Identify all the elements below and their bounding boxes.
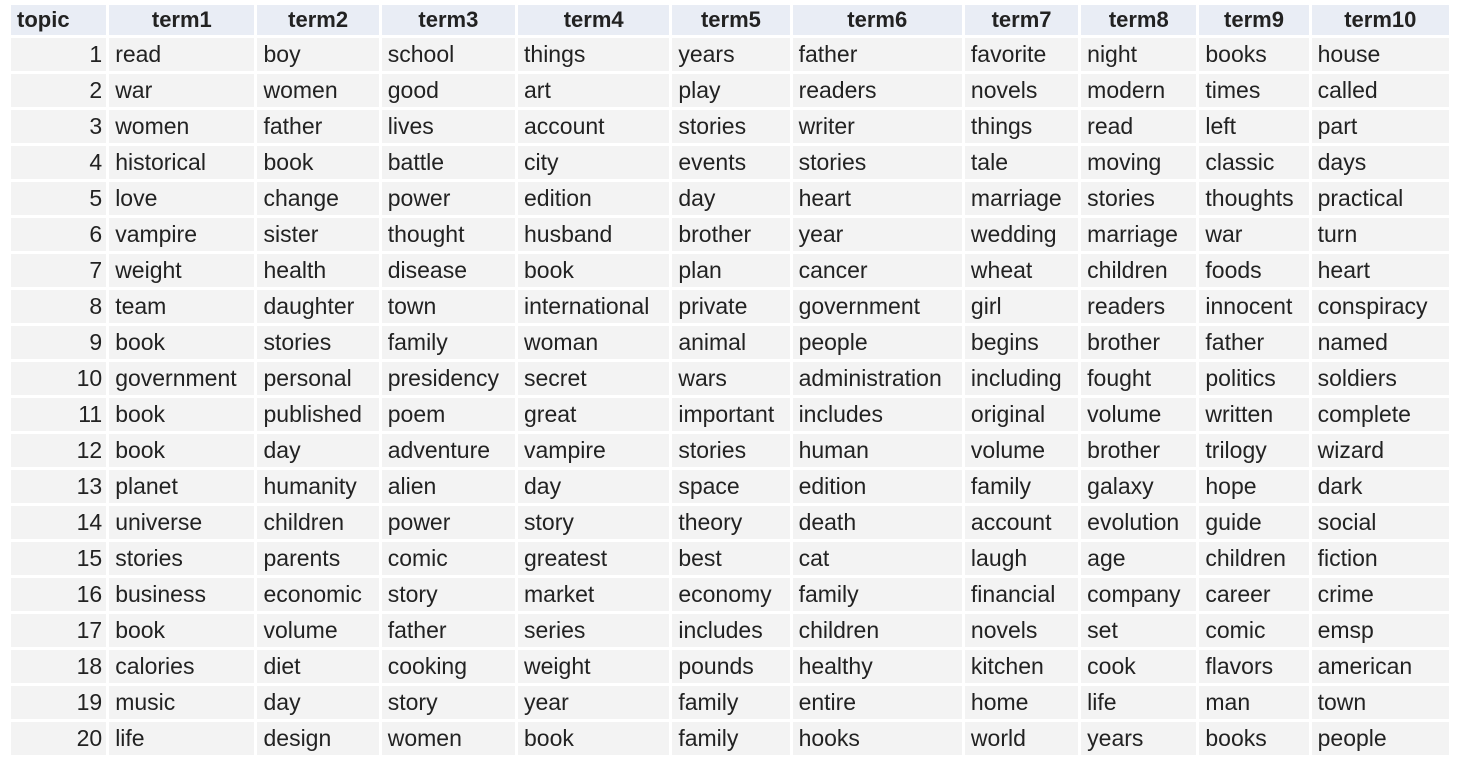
term-cell: edition (518, 182, 669, 215)
term-cell: stories (1081, 182, 1196, 215)
term-cell: published (257, 398, 378, 431)
term-cell: private (672, 290, 789, 323)
term-cell: brother (1081, 434, 1196, 467)
table-body (11, 38, 1449, 755)
term-cell: weight (109, 254, 254, 287)
term-cell: good (382, 74, 515, 107)
term-cell: includes (793, 398, 962, 431)
term-cell: battle (382, 146, 515, 179)
term-cell: events (672, 146, 789, 179)
table-row (11, 74, 1449, 107)
term-cell: books (1199, 722, 1308, 755)
term-cell: family (382, 326, 515, 359)
term-cell: emsp (1312, 614, 1449, 647)
term-cell: alien (382, 470, 515, 503)
term-cell: pounds (672, 650, 789, 683)
term-cell: stories (793, 146, 962, 179)
term-cell: father (257, 110, 378, 143)
term-cell: readers (793, 74, 962, 107)
table-row (11, 218, 1449, 251)
header-row (11, 5, 1449, 35)
term-cell: galaxy (1081, 470, 1196, 503)
column-header-term3: term3 (382, 5, 515, 35)
table-row (11, 182, 1449, 215)
term-cell: politics (1199, 362, 1308, 395)
term-cell: human (793, 434, 962, 467)
term-cell: marriage (1081, 218, 1196, 251)
column-header-term8: term8 (1081, 5, 1196, 35)
term-cell: war (1199, 218, 1308, 251)
term-cell: book (518, 722, 669, 755)
term-cell: tale (965, 146, 1078, 179)
term-cell: town (1312, 686, 1449, 719)
term-cell: humanity (257, 470, 378, 503)
table-row (11, 290, 1449, 323)
term-cell: economic (257, 578, 378, 611)
term-cell: read (109, 38, 254, 71)
term-cell: music (109, 686, 254, 719)
term-cell: administration (793, 362, 962, 395)
term-cell: including (965, 362, 1078, 395)
term-cell: complete (1312, 398, 1449, 431)
term-cell: modern (1081, 74, 1196, 107)
term-cell: women (109, 110, 254, 143)
term-cell: hope (1199, 470, 1308, 503)
term-cell: presidency (382, 362, 515, 395)
column-header-term7: term7 (965, 5, 1078, 35)
term-cell: father (1199, 326, 1308, 359)
term-cell: age (1081, 542, 1196, 575)
term-cell: brother (672, 218, 789, 251)
term-cell: city (518, 146, 669, 179)
column-header-term9: term9 (1199, 5, 1308, 35)
topic-number-cell: 20 (11, 722, 106, 755)
term-cell: left (1199, 110, 1308, 143)
term-cell: book (109, 434, 254, 467)
term-cell: stories (257, 326, 378, 359)
column-header-term2: term2 (257, 5, 378, 35)
term-cell: includes (672, 614, 789, 647)
table-row (11, 578, 1449, 611)
term-cell: wheat (965, 254, 1078, 287)
term-cell: set (1081, 614, 1196, 647)
term-cell: story (382, 578, 515, 611)
term-cell: world (965, 722, 1078, 755)
term-cell: thought (382, 218, 515, 251)
term-cell: lives (382, 110, 515, 143)
term-cell: book (518, 254, 669, 287)
term-cell: father (793, 38, 962, 71)
term-cell: read (1081, 110, 1196, 143)
term-cell: team (109, 290, 254, 323)
term-cell: volume (257, 614, 378, 647)
term-cell: company (1081, 578, 1196, 611)
term-cell: american (1312, 650, 1449, 683)
term-cell: theory (672, 506, 789, 539)
term-cell: cat (793, 542, 962, 575)
table-row (11, 614, 1449, 647)
term-cell: years (1081, 722, 1196, 755)
term-cell: series (518, 614, 669, 647)
term-cell: day (257, 434, 378, 467)
term-cell: moving (1081, 146, 1196, 179)
term-cell: great (518, 398, 669, 431)
topic-number-cell: 6 (11, 218, 106, 251)
term-cell: hooks (793, 722, 962, 755)
term-cell: heart (793, 182, 962, 215)
term-cell: boy (257, 38, 378, 71)
term-cell: best (672, 542, 789, 575)
term-cell: universe (109, 506, 254, 539)
topic-number-cell: 17 (11, 614, 106, 647)
table-row (11, 650, 1449, 683)
term-cell: woman (518, 326, 669, 359)
term-cell: wedding (965, 218, 1078, 251)
table-row (11, 326, 1449, 359)
table-row (11, 686, 1449, 719)
term-cell: fought (1081, 362, 1196, 395)
term-cell: career (1199, 578, 1308, 611)
table-row (11, 470, 1449, 503)
term-cell: stories (672, 110, 789, 143)
term-cell: international (518, 290, 669, 323)
term-cell: vampire (518, 434, 669, 467)
term-cell: historical (109, 146, 254, 179)
term-cell: love (109, 182, 254, 215)
column-header-term1: term1 (109, 5, 254, 35)
table-row (11, 542, 1449, 575)
term-cell: daughter (257, 290, 378, 323)
term-cell: plan (672, 254, 789, 287)
term-cell: laugh (965, 542, 1078, 575)
term-cell: book (109, 326, 254, 359)
term-cell: women (382, 722, 515, 755)
term-cell: book (257, 146, 378, 179)
term-cell: family (672, 686, 789, 719)
term-cell: favorite (965, 38, 1078, 71)
term-cell: home (965, 686, 1078, 719)
term-cell: innocent (1199, 290, 1308, 323)
table-row (11, 38, 1449, 71)
term-cell: death (793, 506, 962, 539)
term-cell: fiction (1312, 542, 1449, 575)
term-cell: health (257, 254, 378, 287)
term-cell: years (672, 38, 789, 71)
term-cell: financial (965, 578, 1078, 611)
term-cell: women (257, 74, 378, 107)
term-cell: personal (257, 362, 378, 395)
term-cell: year (518, 686, 669, 719)
term-cell: man (1199, 686, 1308, 719)
term-cell: weight (518, 650, 669, 683)
term-cell: power (382, 506, 515, 539)
term-cell: named (1312, 326, 1449, 359)
term-cell: children (257, 506, 378, 539)
table-row (11, 110, 1449, 143)
term-cell: story (518, 506, 669, 539)
term-cell: family (793, 578, 962, 611)
term-cell: heart (1312, 254, 1449, 287)
term-cell: town (382, 290, 515, 323)
term-cell: guide (1199, 506, 1308, 539)
table-row (11, 254, 1449, 287)
term-cell: people (1312, 722, 1449, 755)
term-cell: story (382, 686, 515, 719)
topic-number-cell: 11 (11, 398, 106, 431)
topic-number-cell: 8 (11, 290, 106, 323)
term-cell: day (672, 182, 789, 215)
topic-number-cell: 9 (11, 326, 106, 359)
term-cell: evolution (1081, 506, 1196, 539)
term-cell: readers (1081, 290, 1196, 323)
topic-number-cell: 18 (11, 650, 106, 683)
term-cell: play (672, 74, 789, 107)
term-cell: books (1199, 38, 1308, 71)
topic-number-cell: 2 (11, 74, 106, 107)
term-cell: volume (965, 434, 1078, 467)
term-cell: calories (109, 650, 254, 683)
term-cell: turn (1312, 218, 1449, 251)
term-cell: edition (793, 470, 962, 503)
term-cell: art (518, 74, 669, 107)
term-cell: parents (257, 542, 378, 575)
term-cell: wizard (1312, 434, 1449, 467)
term-cell: begins (965, 326, 1078, 359)
topic-number-cell: 13 (11, 470, 106, 503)
term-cell: girl (965, 290, 1078, 323)
term-cell: book (109, 398, 254, 431)
topic-number-cell: 12 (11, 434, 106, 467)
term-cell: written (1199, 398, 1308, 431)
term-cell: disease (382, 254, 515, 287)
term-cell: book (109, 614, 254, 647)
term-cell: diet (257, 650, 378, 683)
term-cell: things (965, 110, 1078, 143)
term-cell: space (672, 470, 789, 503)
term-cell: days (1312, 146, 1449, 179)
term-cell: healthy (793, 650, 962, 683)
term-cell: government (793, 290, 962, 323)
topic-number-cell: 7 (11, 254, 106, 287)
term-cell: wars (672, 362, 789, 395)
table-row (11, 722, 1449, 755)
term-cell: brother (1081, 326, 1196, 359)
term-cell: design (257, 722, 378, 755)
term-cell: husband (518, 218, 669, 251)
term-cell: things (518, 38, 669, 71)
term-cell: account (518, 110, 669, 143)
term-cell: children (793, 614, 962, 647)
topic-number-cell: 3 (11, 110, 106, 143)
term-cell: conspiracy (1312, 290, 1449, 323)
term-cell: comic (1199, 614, 1308, 647)
table-row (11, 146, 1449, 179)
term-cell: children (1199, 542, 1308, 575)
term-cell: year (793, 218, 962, 251)
term-cell: day (518, 470, 669, 503)
term-cell: planet (109, 470, 254, 503)
column-header-term6: term6 (793, 5, 962, 35)
term-cell: times (1199, 74, 1308, 107)
term-cell: social (1312, 506, 1449, 539)
table-row (11, 362, 1449, 395)
term-cell: novels (965, 614, 1078, 647)
term-cell: animal (672, 326, 789, 359)
term-cell: called (1312, 74, 1449, 107)
term-cell: trilogy (1199, 434, 1308, 467)
term-cell: soldiers (1312, 362, 1449, 395)
term-cell: war (109, 74, 254, 107)
term-cell: father (382, 614, 515, 647)
term-cell: children (1081, 254, 1196, 287)
topic-number-cell: 15 (11, 542, 106, 575)
term-cell: school (382, 38, 515, 71)
term-cell: greatest (518, 542, 669, 575)
term-cell: life (109, 722, 254, 755)
term-cell: account (965, 506, 1078, 539)
term-cell: stories (109, 542, 254, 575)
term-cell: original (965, 398, 1078, 431)
term-cell: poem (382, 398, 515, 431)
term-cell: entire (793, 686, 962, 719)
term-cell: house (1312, 38, 1449, 71)
term-cell: volume (1081, 398, 1196, 431)
term-cell: night (1081, 38, 1196, 71)
term-cell: family (965, 470, 1078, 503)
topic-number-cell: 5 (11, 182, 106, 215)
term-cell: adventure (382, 434, 515, 467)
term-cell: stories (672, 434, 789, 467)
term-cell: classic (1199, 146, 1308, 179)
term-cell: crime (1312, 578, 1449, 611)
term-cell: vampire (109, 218, 254, 251)
column-header-term5: term5 (672, 5, 789, 35)
topic-number-cell: 14 (11, 506, 106, 539)
table-row (11, 506, 1449, 539)
term-cell: market (518, 578, 669, 611)
term-cell: novels (965, 74, 1078, 107)
term-cell: part (1312, 110, 1449, 143)
term-cell: sister (257, 218, 378, 251)
topic-terms-table (8, 2, 1452, 758)
term-cell: important (672, 398, 789, 431)
term-cell: foods (1199, 254, 1308, 287)
term-cell: practical (1312, 182, 1449, 215)
term-cell: marriage (965, 182, 1078, 215)
term-cell: government (109, 362, 254, 395)
topic-terms-table-container (11, 5, 1449, 755)
term-cell: life (1081, 686, 1196, 719)
table-row (11, 434, 1449, 467)
term-cell: economy (672, 578, 789, 611)
term-cell: dark (1312, 470, 1449, 503)
term-cell: family (672, 722, 789, 755)
term-cell: writer (793, 110, 962, 143)
topic-number-cell: 4 (11, 146, 106, 179)
topic-number-cell: 19 (11, 686, 106, 719)
topic-number-cell: 10 (11, 362, 106, 395)
term-cell: business (109, 578, 254, 611)
topic-number-cell: 16 (11, 578, 106, 611)
term-cell: cooking (382, 650, 515, 683)
topic-number-cell: 1 (11, 38, 106, 71)
term-cell: cancer (793, 254, 962, 287)
term-cell: thoughts (1199, 182, 1308, 215)
term-cell: power (382, 182, 515, 215)
term-cell: cook (1081, 650, 1196, 683)
term-cell: secret (518, 362, 669, 395)
column-header-term4: term4 (518, 5, 669, 35)
column-header-term10: term10 (1312, 5, 1449, 35)
term-cell: flavors (1199, 650, 1308, 683)
term-cell: people (793, 326, 962, 359)
term-cell: kitchen (965, 650, 1078, 683)
term-cell: change (257, 182, 378, 215)
term-cell: comic (382, 542, 515, 575)
column-header-topic: topic (11, 5, 106, 35)
table-row (11, 398, 1449, 431)
term-cell: day (257, 686, 378, 719)
